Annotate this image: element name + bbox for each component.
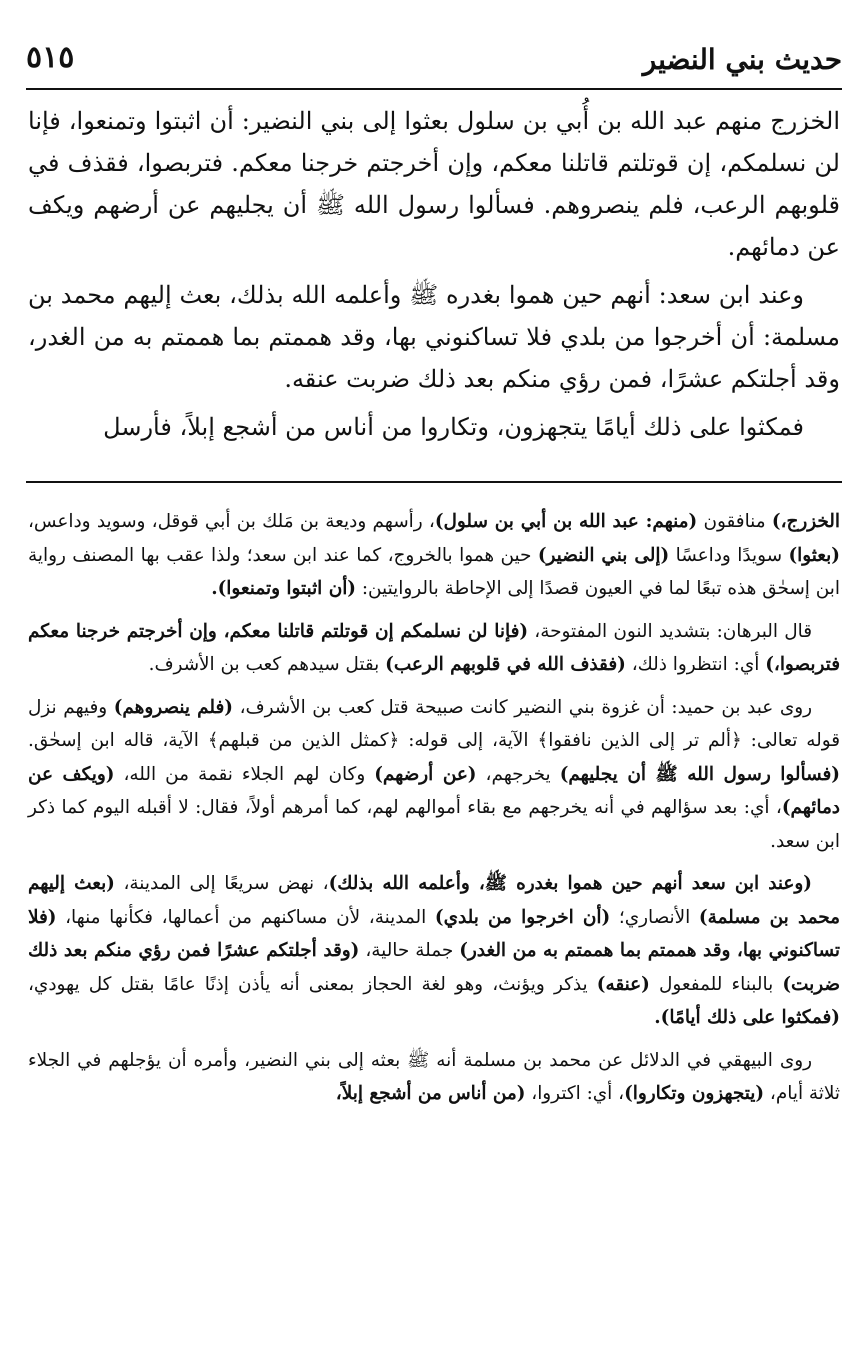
main-paragraph: فمكثوا على ذلك أيامًا يتجهزون، وتكاروا من أناس من أشجع إبلاً، فأرسل: [103, 413, 804, 441]
note-paragraph: [28, 1044, 840, 1111]
note-paragraph: [28, 867, 840, 1035]
quoted-text: (من أناس من أشجع إبلاً،: [335, 1083, 526, 1104]
note-text: المدينة، لأن مساكنهم من أعمالها، فكأنها منها،: [56, 906, 435, 928]
note-text: روى البيهقي في الدلائل عن محمد بن مسلمة أنه ﷺ بعثه إلى بني النضير، وأمره أن يؤجلهم في الجلاء ثلاثة أيام،: [28, 1049, 840, 1104]
page-number: ٥١٥: [26, 40, 75, 75]
commentary-notes: [28, 505, 840, 1120]
note-text: منافقون: [697, 511, 772, 532]
quoted-text: (عن أرضهم): [374, 763, 477, 785]
note-text: أي: انتظروا ذلك،: [625, 654, 766, 675]
quoted-text: الخزرج،): [771, 511, 840, 532]
main-paragraph: الخزرج منهم عبد الله بن أُبي بن سلول بعثوا إلى بني النضير: أن اثبتوا وتمنعوا، فإنا لن نسلمكم، إن قوتلتم قاتلنا معكم، وإن أخرجتم خرجنا معكم. فتربصوا، فقذف في قلوبهم الرعب، فلم ينصروهم. فسألوا رسول الله ﷺ أن يجليهم عن أرضهم ويكف عن دمائهم.: [28, 107, 840, 261]
quoted-text: (بعث إليهم محمد بن مسلمة): [28, 873, 840, 928]
quoted-text: (ويكف عن دمائهم): [28, 763, 840, 818]
quoted-text: (فمكثوا على ذلك أيامًا).: [654, 1007, 840, 1028]
running-title: حديث بني النضير: [642, 43, 842, 76]
quoted-text: (فسألوا رسول الله ﷺ أن يجليهم): [559, 763, 840, 785]
quoted-text: (يتجهزون وتكاروا): [624, 1083, 765, 1104]
note-text: بالبناء للمفعول: [649, 973, 783, 995]
note-text: يذكر ويؤنث، وهو لغة الحجاز بمعنى أنه يأذن إذنًا عامًا بقتل كل يهودي،: [28, 973, 597, 995]
note-text: وفيهم نزل قوله تعالى: ﴿ألم تر إلى الذين نافقوا﴾ الآية، إلى قوله: ﴿كمثل الذين من قبلهم﴾ الآية، قاله ابن إسحٰق.: [28, 696, 840, 751]
note-text: وكان لهم الجلاء نقمة من الله،: [114, 763, 375, 785]
note-text: بقتل سيدهم كعب بن الأشرف.: [148, 654, 386, 675]
quoted-text: (فلم ينصروهم): [113, 696, 233, 718]
quoted-text: (بعثوا): [788, 544, 840, 566]
note-text: حين هموا بالخروج، كما عند ابن سعد؛ ولذا عقب بها المصنف رواية ابن إسحٰق هذه تبعًا لما في العيون قصدًا إلى الإحاطة بالروايتين:: [28, 544, 840, 599]
note-text: يخرجهم،: [476, 763, 560, 785]
quoted-text: (عنقه): [596, 973, 650, 995]
note-text: سويدًا وداعسًا: [669, 544, 789, 566]
main-text: [28, 100, 840, 448]
quoted-text: (منهم: عبد الله بن أبي بن سلول): [434, 511, 698, 532]
note-text: ، رأسهم وديعة بن مَلك بن أبي قوقل، وسويد وداعس،: [28, 511, 435, 532]
quoted-text: (أن اثبتوا وتمنعوا).: [211, 578, 357, 599]
note-paragraph: [28, 691, 840, 859]
note-paragraph: [28, 505, 840, 606]
note-text: ، أي: اكتروا،: [525, 1083, 625, 1104]
note-text: ، أي: بعد سؤالهم في أنه يخرجهم مع بقاء أموالهم لهم، كما أمرهم أولاً، فقال: لا أقبله اليوم كما ذكر ابن سعد.: [28, 797, 840, 852]
quoted-text: (إلى بني النضير): [537, 544, 670, 566]
quoted-text: (فقذف الله في قلوبهم الرعب): [385, 654, 626, 675]
quoted-text: (فإنا لن نسلمكم إن قوتلتم قاتلنا معكم، وإن أخرجتم خرجنا معكم فتربصوا،): [28, 620, 840, 675]
quoted-text: (وقد أجلتكم عشرًا فمن رؤي منكم بعد ذلك ضربت): [28, 940, 840, 995]
footnote-divider: [26, 481, 842, 483]
note-text: قال البرهان: بتشديد النون المفتوحة،: [528, 620, 813, 642]
main-paragraph: وعند ابن سعد: أنهم حين هموا بغدره ﷺ وأعلمه الله بذلك، بعث إليهم محمد بن مسلمة: أن أخرجوا من بلدي فلا تساكنوني بها، وقد هممتم بما هممتم به من الغدر، وقد أجلتكم عشرًا، فمن رؤي منكم بعد ذلك ضربت عنقه.: [28, 281, 840, 393]
quoted-text: (أن اخرجوا من بلدي): [434, 906, 611, 928]
page-header: [26, 28, 842, 90]
note-paragraph: [28, 615, 840, 682]
quoted-text: (فلا تساكنوني بها، وقد هممتم بما هممتم به من الغدر): [28, 906, 840, 961]
note-text: جملة حالية،: [359, 940, 460, 961]
quoted-text: (وعند ابن سعد أنهم حين هموا بغدره ﷺ، وأعلمه الله بذلك): [328, 873, 812, 894]
note-text: ، نهض سريعًا إلى المدينة،: [114, 873, 329, 894]
note-text: الأنصاري؛: [610, 906, 699, 928]
note-text: روى عبد بن حميد: أن غزوة بني النضير كانت صبيحة قتل كعب بن الأشرف،: [232, 696, 812, 718]
